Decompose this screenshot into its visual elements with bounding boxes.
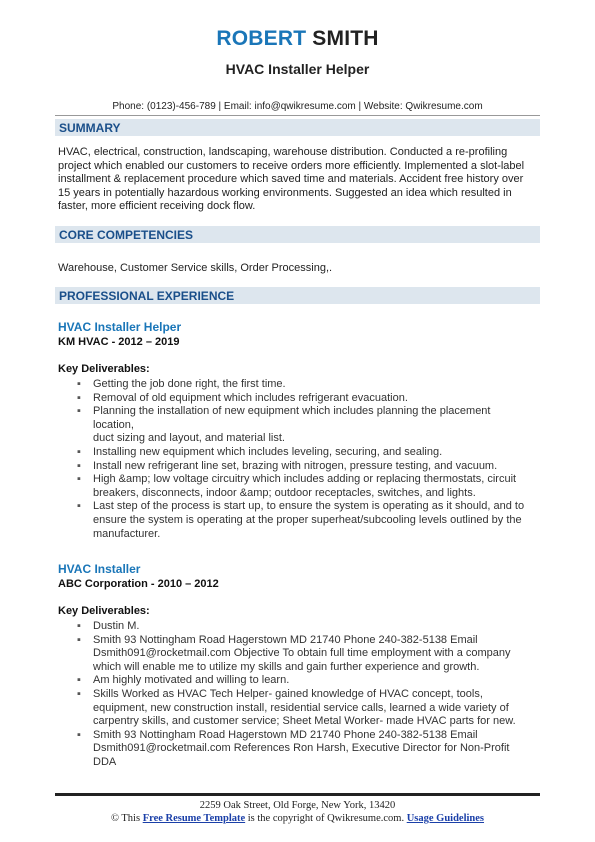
list-item: ▪ Am highly motivated and willing to learn. xyxy=(77,674,290,687)
list-item: ▪ Installing new equipment which includes leveling, securing, and sealing. xyxy=(77,445,443,458)
competencies-heading-text: CORE COMPETENCIES xyxy=(59,228,194,242)
contact-line: Phone: (0123)-456-789 | Email: info@qwikresume.com | Website: Qwikresume.com xyxy=(112,101,483,112)
job-role: HVAC Installer Helper xyxy=(58,320,182,334)
list-item: ▪ Install new refrigerant line set, brazing with nitrogen, pressure testing, and vacuum. xyxy=(77,459,498,472)
experience-heading xyxy=(55,287,540,304)
list-item: ▪ Last step of the process is start up, to ensure the system is operating as it should, and to ensure the system is operating at the proper superheat/subcooling levels outlined by the manufacturer. xyxy=(77,500,525,540)
job-company: KM HVAC - 2012 – 2019 xyxy=(58,336,180,348)
list-item: ▪ Dustin M. xyxy=(77,620,140,632)
copyright-prefix: © This xyxy=(110,813,141,824)
experience-heading-text: PROFESSIONAL EXPERIENCE xyxy=(59,289,235,303)
list-item: ▪ Removal of old equipment which includes refrigerant evacuation. xyxy=(77,391,408,404)
first-name: ROBERT xyxy=(216,27,307,50)
summary-line: project which enabled our customers to receive orders more efficiently. Implemented a slot-label xyxy=(58,159,525,172)
competencies-text: Warehouse, Customer Service skills, Order Processing,. xyxy=(58,262,333,274)
last-name: SMITH xyxy=(312,27,379,50)
competencies-heading xyxy=(55,226,540,243)
list-item: ▪ Planning the installation of new equipment which includes planning the placement location, duct sizing and layout, and material list. xyxy=(77,405,491,445)
job-title: HVAC Installer Helper xyxy=(225,61,370,77)
summary-line: installment & replacement procedure which saved time and materials. Accident free history over xyxy=(58,173,524,186)
footer-divider xyxy=(55,793,540,796)
candidate-name xyxy=(0,27,595,51)
deliverables-label: Key Deliverables: xyxy=(58,605,150,617)
summary-line: 15 years in potentially hazardous working environments. Suggested an idea which resulted in xyxy=(58,186,512,199)
list-item: ▪ Skills Worked as HVAC Tech Helper- gained knowledge of HVAC concept, tools, equipment, new construction install, residential service calls, learned a wide variety of carpentry skills, and customer service; Sheet Metal Worker- made HVAC parts for new. xyxy=(77,687,516,728)
copyright-text: is the copyright of Qwikresume.com. xyxy=(247,813,405,824)
job-role: HVAC Installer xyxy=(58,562,141,576)
list-item: ▪ Smith 93 Nottingham Road Hagerstown MD 21740 Phone 240-382-5138 Email Dsmith091@rocketmail.com Objective To obtain full time employment with a company which will enable me to utilize my skills and gain further experience and growth. xyxy=(77,633,511,673)
free-resume-template-link[interactable]: Free Resume Template xyxy=(142,813,246,824)
list-item: ▪ Smith 93 Nottingham Road Hagerstown MD 21740 Phone 240-382-5138 Email Dsmith091@rocketmail.com References Ron Harsh, Executive Director for Non-Profit DDA xyxy=(77,728,510,768)
list-item: ▪ Getting the job done right, the first time. xyxy=(77,378,286,390)
summary-text xyxy=(58,146,542,214)
footer-address: 2259 Oak Street, Old Forge, New York, 13420 xyxy=(199,800,396,811)
summary-heading xyxy=(55,119,540,136)
deliverables-label: Key Deliverables: xyxy=(58,363,150,375)
list-item: ▪ High &amp; low voltage circuitry which includes adding or replacing thermostats, circuit breakers, disconnects, indoor &amp; outdoor receptacles, switches, and lights. xyxy=(77,473,517,499)
header-divider xyxy=(55,115,540,116)
summary-line: HVAC, electrical, construction, landscaping, warehouse distribution. Conducted a re-profiling xyxy=(58,146,508,158)
summary-line: faster, more efficient receiving dock flow. xyxy=(58,200,256,213)
footer-copyright xyxy=(0,813,595,824)
summary-heading-text: SUMMARY xyxy=(59,121,121,135)
deliverables-list xyxy=(58,620,534,770)
deliverables-list xyxy=(58,378,534,541)
job-company: ABC Corporation - 2010 – 2012 xyxy=(58,578,219,590)
usage-guidelines-link[interactable]: Usage Guidelines xyxy=(406,813,485,824)
